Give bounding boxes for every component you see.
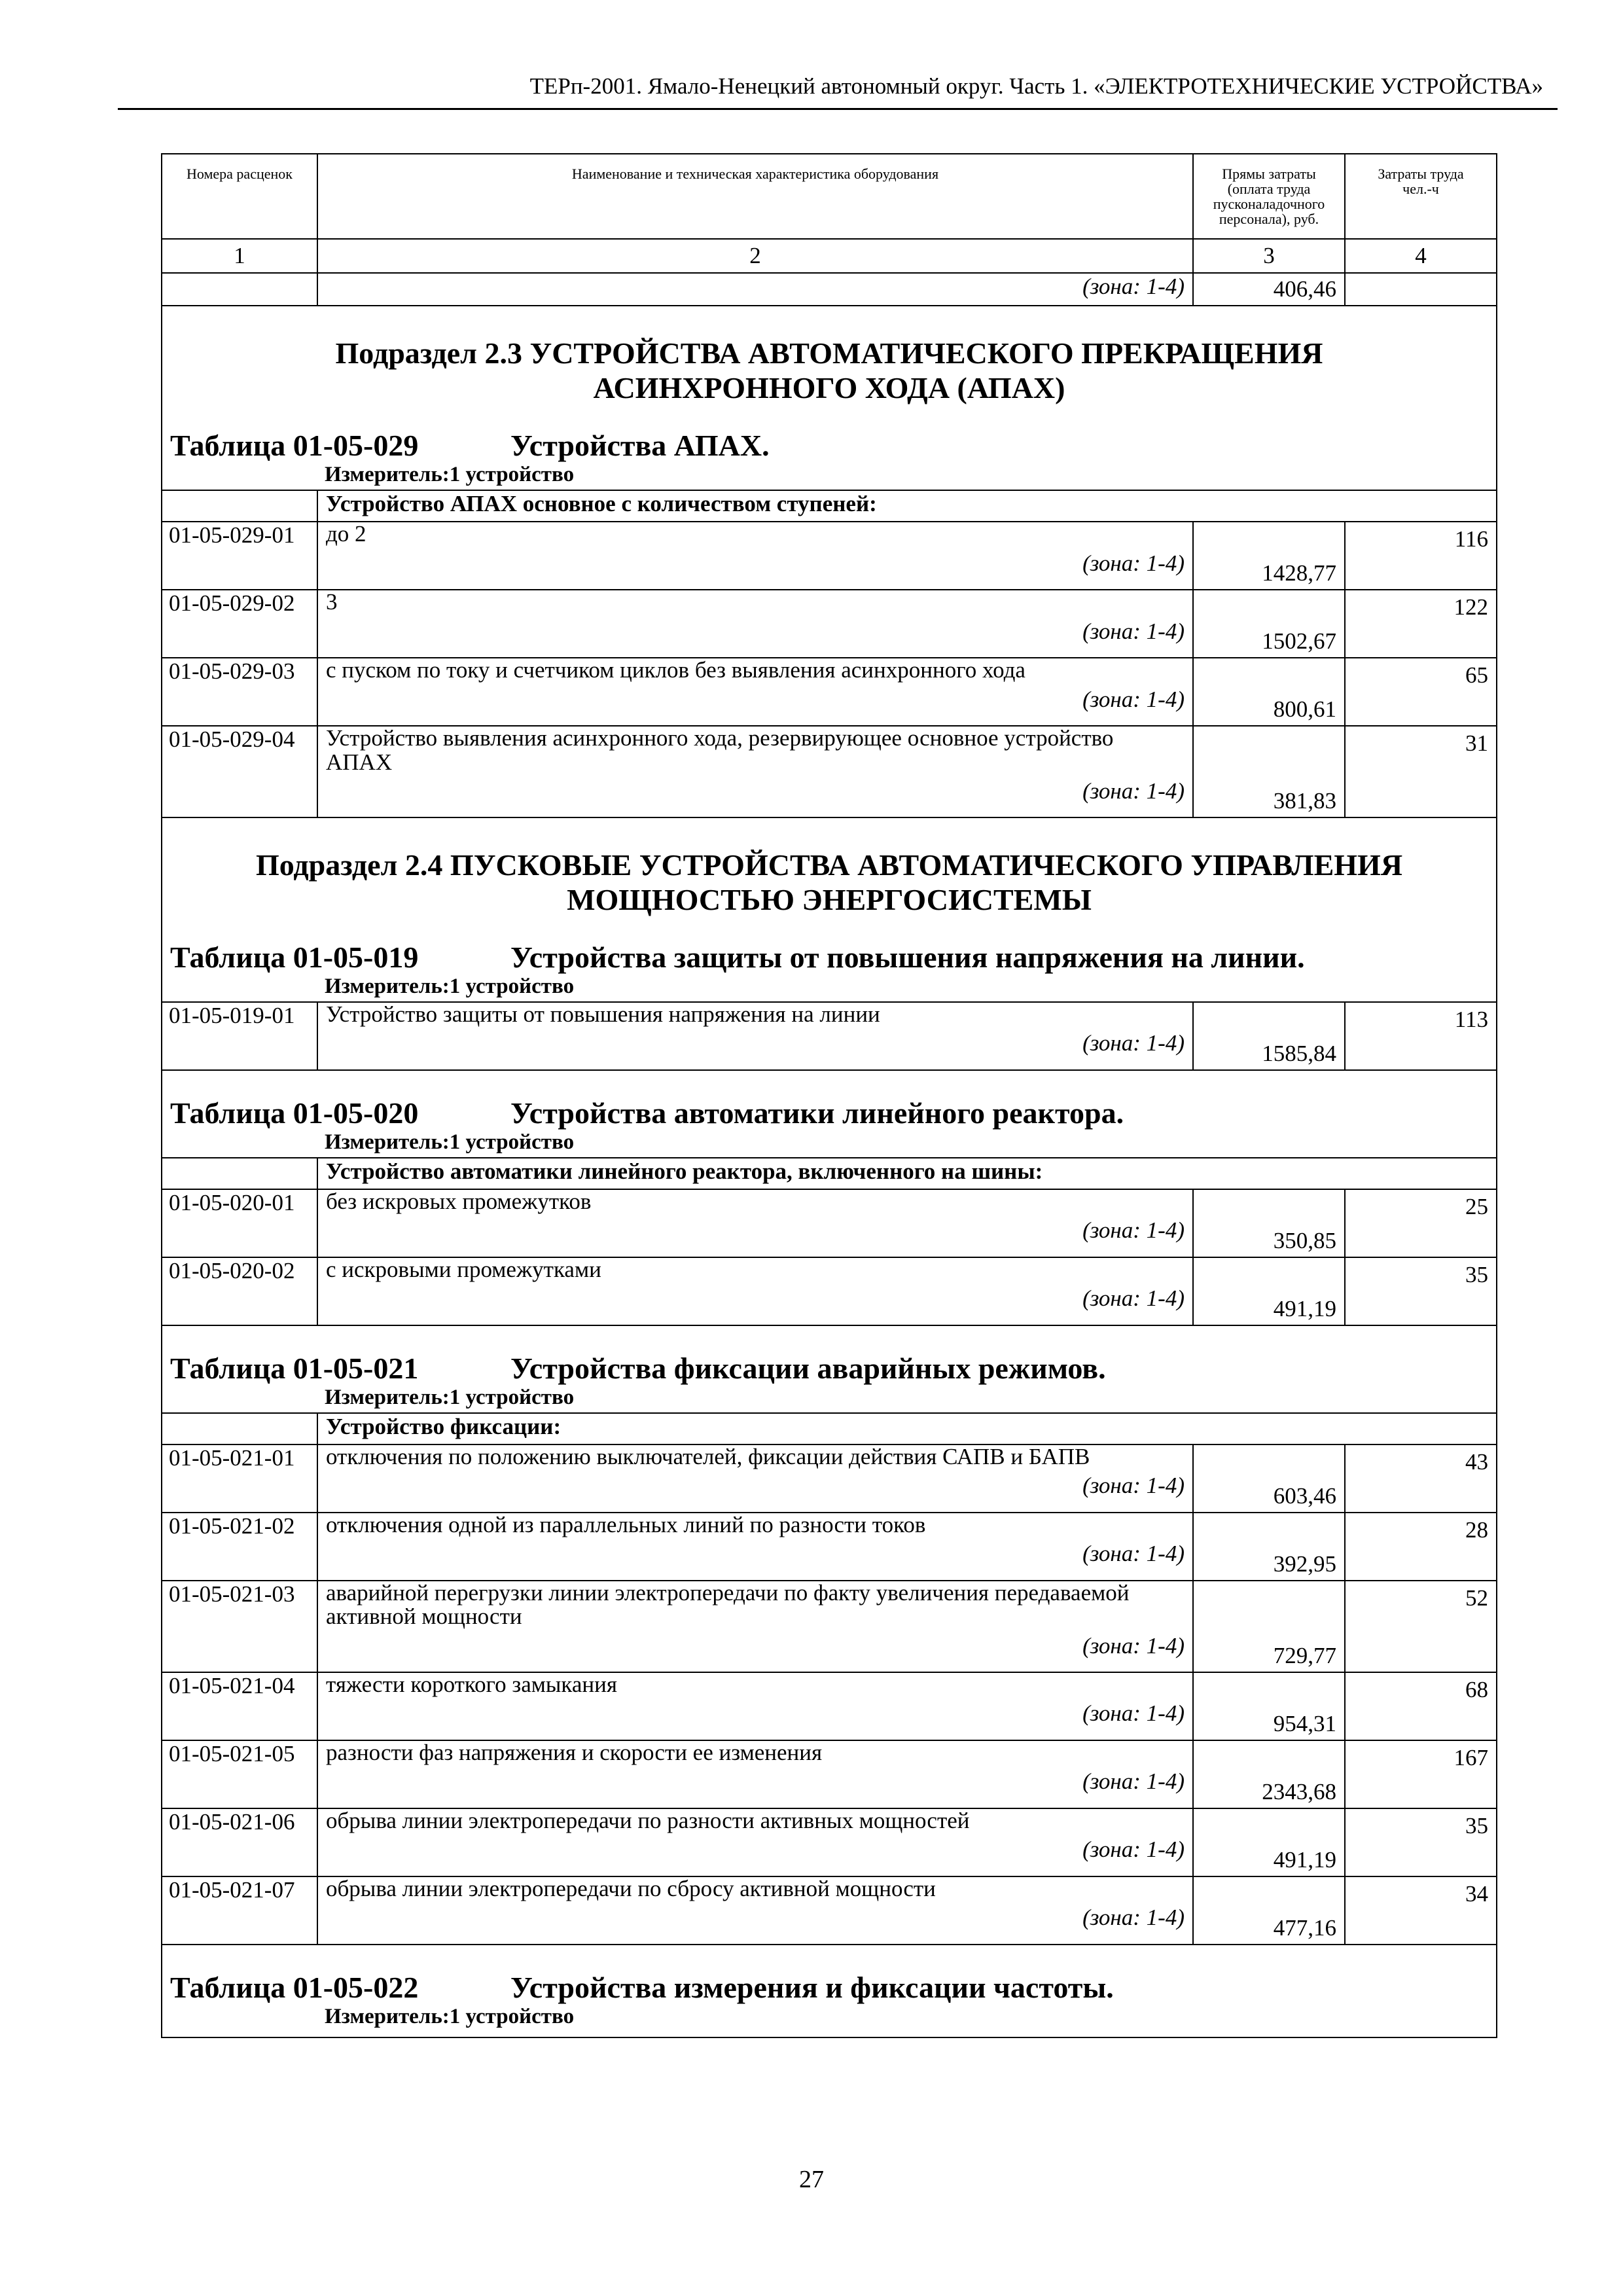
meter-label: Измеритель:1 устройство <box>325 2004 575 2028</box>
table-row <box>162 658 1497 726</box>
rate-description: без искровых промежутков (зона: 1-4) <box>317 1189 1193 1257</box>
labor-cell: 35 <box>1345 1808 1497 1876</box>
table-title: Таблица 01-05-020 Устройства автоматики линейного реактора. <box>170 1096 1124 1130</box>
table-title: Таблица 01-05-019 Устройства защиты от повышения напряжения на линии. <box>170 940 1305 974</box>
column-number-row <box>162 239 1497 273</box>
price-cell: 392,95 <box>1193 1513 1345 1581</box>
price-cell: 381,83 <box>1193 726 1345 817</box>
price-cell: 603,46 <box>1193 1444 1345 1513</box>
page-header: ТЕРп-2001. Ямало-Ненецкий автономный округ. Часть 1. «ЭЛЕКТРОТЕХНИЧЕСКИЕ УСТРОЙСТВА» <box>118 73 1558 110</box>
rate-code: 01-05-021-07 <box>162 1876 317 1945</box>
col-number: 4 <box>1345 239 1497 273</box>
rate-code: 01-05-021-06 <box>162 1808 317 1876</box>
subsection-heading: Подраздел 2.3 УСТРОЙСТВА АВТОМАТИЧЕСКОГО ПРЕКРАЩЕНИЯ АСИНХРОННОГО ХОДА (АПАХ) <box>335 336 1323 404</box>
rate-code: 01-05-020-01 <box>162 1189 317 1257</box>
price-cell: 406,46 <box>1193 273 1345 306</box>
rates-table <box>161 153 1497 2038</box>
group-label: Устройство АПАХ основное с количеством ступеней: <box>317 490 1497 522</box>
rate-code: 01-05-019-01 <box>162 1002 317 1070</box>
subsection-2-4-title <box>162 817 1497 1002</box>
rate-code: 01-05-021-01 <box>162 1444 317 1513</box>
rate-code: 01-05-021-05 <box>162 1740 317 1808</box>
rate-code: 01-05-021-03 <box>162 1581 317 1672</box>
price-cell: 2343,68 <box>1193 1740 1345 1808</box>
rate-code: 01-05-021-04 <box>162 1672 317 1740</box>
subsection-2-3-title <box>162 306 1497 490</box>
meter-label: Измеритель:1 устройство <box>325 462 575 486</box>
table-row <box>162 1513 1497 1581</box>
group-row <box>162 1413 1497 1444</box>
table-row <box>162 1257 1497 1325</box>
table-row <box>162 1189 1497 1257</box>
table-021-title <box>162 1325 1497 1413</box>
col-number: 3 <box>1193 239 1345 273</box>
rate-description: с пуском по току и счетчиком циклов без выявления асинхронного хода (зона: 1-4) <box>317 658 1193 726</box>
labor-cell: 65 <box>1345 658 1497 726</box>
labor-cell: 43 <box>1345 1444 1497 1513</box>
table-title: Таблица 01-05-022 Устройства измерения и фиксации частоты. <box>170 1970 1114 2004</box>
group-label: Устройство фиксации: <box>317 1413 1497 1444</box>
col-number: 1 <box>162 239 317 273</box>
meter-label: Измеритель:1 устройство <box>325 1130 575 1154</box>
table-022-title <box>162 1945 1497 2037</box>
table-title: Таблица 01-05-029 Устройства АПАХ. <box>170 428 770 462</box>
price-cell: 1502,67 <box>1193 590 1345 658</box>
labor-cell: 28 <box>1345 1513 1497 1581</box>
page-number: 27 <box>799 2166 824 2193</box>
labor-cell: 167 <box>1345 1740 1497 1808</box>
col-header-codes: Номера расценок <box>162 154 317 239</box>
labor-cell: 68 <box>1345 1672 1497 1740</box>
price-cell: 350,85 <box>1193 1189 1345 1257</box>
price-cell: 491,19 <box>1193 1257 1345 1325</box>
rate-code: 01-05-029-01 <box>162 522 317 590</box>
price-cell: 477,16 <box>1193 1876 1345 1945</box>
labor-cell: 122 <box>1345 590 1497 658</box>
price-cell: 729,77 <box>1193 1581 1345 1672</box>
labor-cell: 34 <box>1345 1876 1497 1945</box>
price-cell: 1585,84 <box>1193 1002 1345 1070</box>
table-row <box>162 1740 1497 1808</box>
rate-code: 01-05-021-02 <box>162 1513 317 1581</box>
col-number: 2 <box>317 239 1193 273</box>
carry-over-row <box>162 273 1497 306</box>
table-row <box>162 522 1497 590</box>
rate-description: тяжести короткого замыкания (зона: 1-4) <box>317 1672 1193 1740</box>
group-row <box>162 490 1497 522</box>
table-row <box>162 590 1497 658</box>
rate-description: отключения по положению выключателей, фиксации действия САПВ и БАПВ (зона: 1-4) <box>317 1444 1193 1513</box>
labor-cell: 116 <box>1345 522 1497 590</box>
meter-label: Измеритель:1 устройство <box>325 1385 575 1409</box>
col-header-name: Наименование и техническая характеристика оборудования <box>317 154 1193 239</box>
subsection-heading: Подраздел 2.4 ПУСКОВЫЕ УСТРОЙСТВА АВТОМАТИЧЕСКОГО УПРАВЛЕНИЯ МОЩНОСТЬЮ ЭНЕРГОСИСТЕМЫ <box>255 848 1403 916</box>
col-header-direct-cost: Прямы затраты (оплата труда пусконаладочного персонала), руб. <box>1193 154 1345 239</box>
table-row <box>162 1002 1497 1070</box>
price-cell: 491,19 <box>1193 1808 1345 1876</box>
zone-label: (зона: 1-4) <box>317 273 1193 306</box>
labor-cell: 35 <box>1345 1257 1497 1325</box>
rate-description: с искровыми промежутками (зона: 1-4) <box>317 1257 1193 1325</box>
rate-description: Устройство выявления асинхронного хода, резервирующее основное устройство АПАХ (зона: 1-4) <box>317 726 1193 817</box>
table-title: Таблица 01-05-021 Устройства фиксации аварийных режимов. <box>170 1351 1106 1385</box>
labor-cell: 52 <box>1345 1581 1497 1672</box>
rate-description: до 2 (зона: 1-4) <box>317 522 1193 590</box>
table-header-row <box>162 154 1497 239</box>
labor-cell: 31 <box>1345 726 1497 817</box>
table-row <box>162 726 1497 817</box>
labor-cell: 113 <box>1345 1002 1497 1070</box>
table-row <box>162 1876 1497 1945</box>
rate-description: отключения одной из параллельных линий по разности токов (зона: 1-4) <box>317 1513 1193 1581</box>
price-cell: 1428,77 <box>1193 522 1345 590</box>
table-020-title <box>162 1070 1497 1158</box>
rate-code: 01-05-029-03 <box>162 658 317 726</box>
table-row <box>162 1672 1497 1740</box>
rate-description: Устройство защиты от повышения напряжения на линии (зона: 1-4) <box>317 1002 1193 1070</box>
table-row <box>162 1581 1497 1672</box>
rate-description: обрыва линии электропередачи по разности активных мощностей (зона: 1-4) <box>317 1808 1193 1876</box>
col-header-labor: Затраты труда чел.-ч <box>1345 154 1497 239</box>
rate-description: аварийной перегрузки линии электропередачи по факту увеличения передаваемой активной мощности (зона: 1-4) <box>317 1581 1193 1672</box>
rate-code: 01-05-020-02 <box>162 1257 317 1325</box>
table-row <box>162 1444 1497 1513</box>
rate-description: разности фаз напряжения и скорости ее изменения (зона: 1-4) <box>317 1740 1193 1808</box>
meter-label: Измеритель:1 устройство <box>325 974 575 998</box>
price-cell: 954,31 <box>1193 1672 1345 1740</box>
price-cell: 800,61 <box>1193 658 1345 726</box>
rate-description: 3 (зона: 1-4) <box>317 590 1193 658</box>
rate-code: 01-05-029-02 <box>162 590 317 658</box>
rate-code: 01-05-029-04 <box>162 726 317 817</box>
rate-description: обрыва линии электропередачи по сбросу активной мощности (зона: 1-4) <box>317 1876 1193 1945</box>
group-row <box>162 1158 1497 1189</box>
labor-cell: 25 <box>1345 1189 1497 1257</box>
table-row <box>162 1808 1497 1876</box>
group-label: Устройство автоматики линейного реактора, включенного на шины: <box>317 1158 1497 1189</box>
